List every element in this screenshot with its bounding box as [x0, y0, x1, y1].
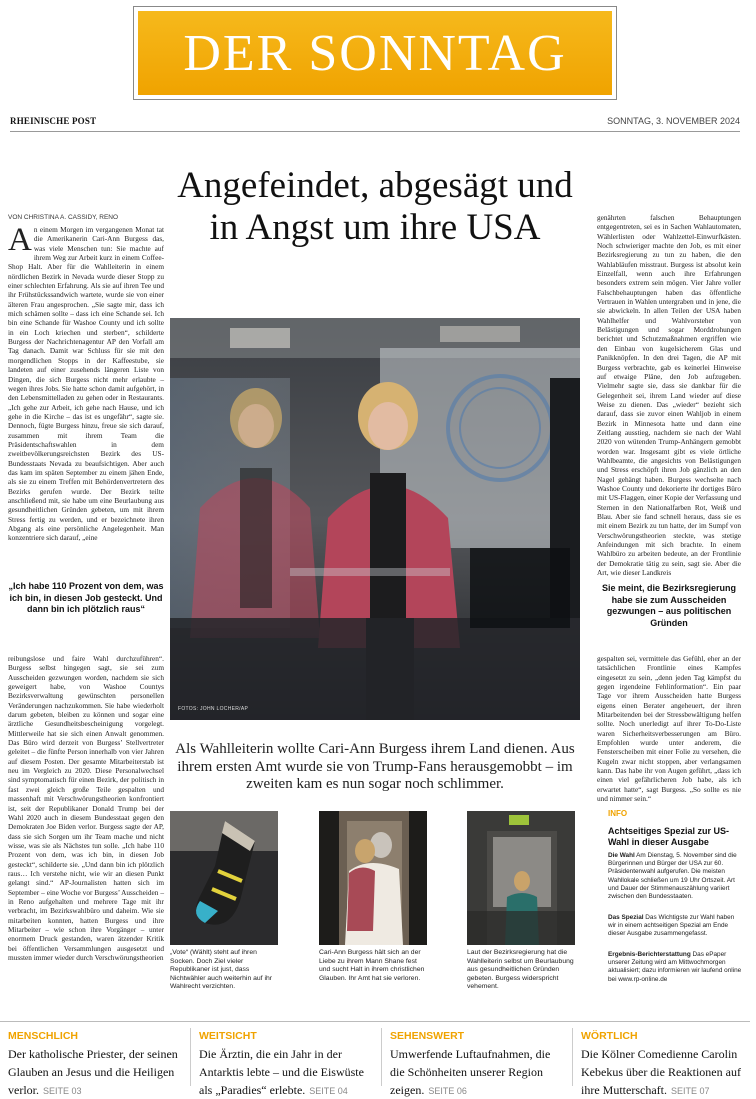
info-lead: Ergebnis-Berichterstattung	[608, 951, 691, 958]
info-lead: Das Spezial	[608, 914, 644, 921]
teaser-separator	[190, 1028, 191, 1086]
teaser-text: Umwerfende Luftaufnahmen, die die Schönheiten unserer Region zeigen.	[390, 1047, 551, 1097]
caption-couple: Cari-Ann Burgess hält sich an der Liebe zu ihrem Mann Shane fest und sucht Halt in ihrem christlichen Glauben. Ihr Amt hat sie verloren.	[319, 949, 425, 982]
caption-socks: „Vote“ (Wählt) steht auf ihren Socken. Doch Ziel vieler Republikaner ist just, dass Nichtwähler auch weiterhin auf ihr Wahlrecht verzichten.	[170, 949, 273, 991]
newspaper-title: DER SONNTAG	[183, 24, 567, 82]
teaser-text: Die Ärztin, die ein Jahr in der Antarktis lebte – und die Eiswüste als „Paradies“ erlebte.	[199, 1047, 364, 1097]
teaser-label: WEITSICHT	[199, 1030, 257, 1042]
footer-divider	[0, 1021, 750, 1022]
photo-office-door	[467, 811, 575, 945]
photo-vote-socks	[170, 811, 278, 945]
teaser-page: SEITE 06	[428, 1086, 467, 1096]
teaser-label: SEHENSWERT	[390, 1030, 465, 1042]
teaser-weitsicht[interactable]	[199, 1030, 374, 1099]
teaser-text: Die Kölner Comedienne Carolin Kebekus über die Reaktionen auf ihre Mutterschaft.	[581, 1047, 741, 1097]
teaser-page: SEITE 04	[309, 1086, 348, 1096]
article-headline: Angefeindet, abgesägt und in Angst um ihre USA	[177, 165, 573, 248]
main-photo	[170, 318, 580, 720]
teaser-woertlich[interactable]	[581, 1030, 756, 1099]
main-photo-illustration	[170, 318, 580, 720]
article-deck: Als Wahlleiterin wollte Cari-Ann Burgess ihrem Land dienen. Aus ihrem ersten Amt wurde sie von Trump-Fans herausgemobbt – im zweiten kam es nun sogar noch schlimmer.	[175, 741, 575, 792]
teaser-separator	[572, 1028, 573, 1086]
article-column-right-bottom	[597, 654, 741, 804]
article-text: genährten falschen Behauptungen entgegentreten, sei es in Sachen Wahlautomaten, Wählerlisten oder Wahlzettel-Einwurfkästen. Noch schwieriger machte den Job, es mit einer Bezirksregierung zu tun zu haben, die den Wahlabläufen misstraut. Burgess ist absolut kein Einzelfall, wenn auch ihre Erfahrungen besonders extrem sein mögen. Vier Jahre voller Falschbehauptungen haben das öffentliche Vertrauen in Wahlen untergraben und in jene, die sie abwickeln. In allen Teilen der USA haben Wahlhelfer und Wahlvorsteher von Belästigungen und sogar Morddrohungen berichtet und Schutzmaßnahmen ergriffen wie den Einbau von kugelsicherem Glas und Panikknöpfen. In den drei Tagen, die AP mit Burgess verbrachte, gab es keinerlei Hinweise auf etwaige Pläne, den Job aufzugeben. Vielmehr sagte sie, dass sie dankbar für die Gelegenheit sei, ihrem Land wieder auf diese Weise zu dienen. Das „wieder“ bezieht sich darauf, dass sie zuvor einen Wahljob in einem Bezirk in Minnesota hatte und dann eine Zeitlang ausstieg, nachdem sie nach der Wahl 2020 von wütenden Trump-Anhängern gemobbt worden war. Insgesamt gibt es viele örtliche Wahlbeamte, die angesichts von Belästigungen und Stress erschöpft ihren Job gänzlich an den Nagel gehängt haben. Burgess wechselte nach Washoe County und dekorierte ihr dortiges Büro mit US-Flaggen, einer Kopie der Verfassung und Sternen in den Nationalfarben Rot, Weiß und Blau. Aber sie fand schnell heraus, dass sie es mit einem Bezirk zu tun hatte, der im Sumpf von Verschwörungstheorien steckte, was stetige Anfeindungen mit sich brachte. In einem Wahlbüro zu arbeiten bedeute, an der Frontlinie der Demokratie tätig zu sein, sagt sie. Aber die Art, wie dieser Landkreis	[597, 213, 741, 578]
masthead-banner	[138, 11, 612, 95]
photo-couple-hug	[319, 811, 427, 945]
article-text: n einem Morgen im vergangenen Monat tat die Amerikanerin Cari-Ann Burgess das, was viele Menschen tun: Sie machte auf ihrem Weg zur Arbeit kurz in einem Coffee-Shop Halt. Aber für die Wahlleiterin in einem nördlichen Bezirk in Nevada wurde dieser Stopp zu einer schlechten Erfahrung. Als sie auf ihren Tee und ihr Frühstückssandwich wartete, wurde sie von einer älteren Frau angesprochen. „Sie sagte mir, dass ich mich schämen sollte – dass ich eine Schande sei. Ich bin eine Schande für Washoe County und ich sollte in ein Loch kriechen und sterben“, schilderte Burgess der Nachrichtenagentur AP den Vorfall am Tag danach. Damit war Schluss für sie mit den morgendlichen Stopps in der Kaffeestube, sie landeten auf einer zusehends längeren Liste von Dingen, die sich Burgess nicht mehr erlaubte – wegen ihres Jobs. Sie hatte schon damit aufgehört, in den Lebensmittelladen zu gehen oder in Restaurants. „Ich gehe zur Arbeit, ich gehe nach Hause, und ich gehe in die Kirche – das ist es ungefähr“, sagte sie. Dennoch, fügte Burgess hinzu, freue sie sich darauf, zusammen mit ihrem Team die Präsidentschaftswahlen in dem zweitbevölkerungsreichsten Bezirk des US-Bundesstaats Nevada zu beaufsichtigen. Aber auch das kam im späten September zu einem jähen Ende, als sie zu einem Treffen mit Behördenvertretern des Bezirks gerufen wurde. Der Bezirk teilte anschließend mit, sie habe um eine Beurlaubung aus gesundheitlichen Gründen gebeten, um mit ihrem Stress fertig zu werden, und er bezeichnete ihren Abgang als eine persönliche Angelegenheit. Man konzentriere sich darauf, „eine	[8, 225, 164, 543]
pull-quote-left: „Ich habe 110 Prozent von dem, was ich bin, in diesen Job gesteckt. Und dann bin ich plötzlich raus“	[8, 581, 164, 614]
teaser-menschlich[interactable]	[8, 1030, 183, 1099]
topline-divider	[10, 131, 740, 132]
teaser-page: SEITE 07	[670, 1086, 710, 1096]
info-headline: Achtseitiges Spezial zur US-Wahl in dieser Ausgabe	[608, 826, 730, 847]
couple-illustration	[319, 811, 427, 945]
photo-credit: FOTOS: JOHN LOCHER/AP	[178, 706, 249, 712]
dropcap: A	[8, 222, 32, 258]
article-text: gespalten sei, vermittele das Gefühl, eher an der tatsächlichen Frontlinie eines Kampfes eingesetzt zu sein, „denn jeden Tag kämpfst du gegen irgendeine Fehlinformation“. Ein paar Tage vor ihrem Ausscheiden hatte Burgess eigens einen Berater angeheuert, der ihren Mitarbeitenden bei der Stressbewältigung helfen sollte. Noch unerledigt auf ihrer To-Do-Liste waren Sicherheitsverbesserungen am Büro. Empfohlen wurde unter anderem, die Fensterscheiben mit einer Folie zu versehen, die Kugeln zwar nicht stoppen, aber verlangsamen kann. Das habe ihr von Augen geführt, „dass ich einen viel gefährlicheren Job habe, als ich erwartet hatte“, sagt Burgess. „So sollte es nie und nimmer sein.“	[597, 654, 741, 804]
teaser-separator	[381, 1028, 382, 1086]
socks-illustration	[170, 811, 278, 945]
info-paragraph-election	[608, 852, 742, 901]
caption-office: Laut der Bezirksregierung hat die Wahlleiterin selbst um Beurlaubung aus gesundheitlichen Gründen gebeten. Burgess widerspricht vehement.	[467, 949, 574, 991]
info-lead: Die Wahl	[608, 852, 635, 859]
teaser-page: SEITE 03	[43, 1086, 82, 1096]
info-body: Am Dienstag, 5. November sind die Bürgerinnen und Bürger der USA zur 60. Präsidentenwahl aufgerufen. Die meisten Wahllokale schließen um 19 Uhr Ortszeit. Art und Dauer der Stimmenauszählung variiert zwischen den Bundesstaaten.	[608, 852, 737, 901]
info-paragraph-special	[608, 914, 742, 939]
info-body: Das Wichtigste zur Wahl haben wir in einem achtseitigen Spezial am Ende dieser Ausgabe zusammengefasst.	[608, 914, 735, 938]
teaser-sehenswert[interactable]	[390, 1030, 565, 1099]
info-body: Das ePaper unserer Zeitung wird am Mittwochmorgen aktualisiert; dazu informieren wir laufend online bei www.rp-online.de	[608, 951, 742, 983]
article-byline: VON CHRISTINA A. CASSIDY, RENO	[8, 214, 119, 221]
office-illustration	[467, 811, 575, 945]
masthead	[133, 6, 617, 100]
info-label: INFO	[608, 809, 628, 818]
teaser-label: WÖRTLICH	[581, 1030, 638, 1042]
article-column-left-bottom	[8, 654, 164, 1024]
article-text: reibungslose und faire Wahl durchzuführen“. Burgess selbst hingegen sagt, sie sei zum Ausscheiden gezwungen worden, nachdem sie sich geweigert habe, von Washoe Countys Bezirksverwaltung gewünschten personellen Veränderungen nachzukommen. Sie habe wiederholt darum gebeten, bleiben zu können und sogar eine ärztliche Gesundheitsbescheinigung vorgelegt. Mittlerweile hat sie sich einen Anwalt genommen. Das Büro wird derzeit von Burgess’ Stellvertreter geleitet – die fünfte Person innerhalb von vier Jahren auf diesem Posten. Der gesamte Mitarbeiterstab ist neu im Vergleich zu 2020. Diese Personalwechsel sind symptomatisch für einen Bezirk, der politisch in fast zwei gleich große Teile gespalten und massenhaft mit Verschwörungstheorien konfrontiert ist, seit der Republikaner Donald Trump bei der Wahl 2020 auch in diesem Bundesstaat gegen den Demokraten Joe Biden verlor. Burgess sagte der AP, dass sie sich Sorgen um ihr Team mache und nicht wisse, was sie als Nächstes tun solle. „Ich habe 110 Prozent von dem, was ich bin, in diesen Job gesteckt“, schilderte sie. „Und dann bin ich plötzlich raus… Ich verstehe nicht, wie wir an diesen Punkt gelangt sind.“ AP-Journalisten hatten sich im September – eine Woche vor Burgess’ Ausscheiden – in Reno aufgehalten und mehrere Tage mit ihr verbracht, im Bezirkswahlbüro und daheim. Wie sie mitarbeiten konnten, hatten Burgess und ihre Mitarbeiter – wie schon ihre Vorgänger – unter enormem Druck gestanden, waren ätzender Kritik bei öffentlichen Versammlungen ausgesetzt und mussten immer wieder durch Verschwörungstheorien	[8, 654, 164, 962]
teaser-label: MENSCHLICH	[8, 1030, 78, 1042]
pull-quote-right: Sie meint, die Bezirksregierung habe sie zum Ausscheiden gezwungen – aus politischen Gründen	[601, 583, 737, 628]
topline	[10, 116, 740, 130]
publisher-logo: RHEINISCHE POST	[10, 116, 97, 126]
teaser-text: Der katholische Priester, der seinen Glauben an Jesus und die Heiligen verlor.	[8, 1047, 178, 1097]
info-paragraph-results	[608, 951, 742, 984]
article-column-right-top	[597, 213, 741, 578]
article-column-left-top	[8, 222, 164, 570]
issue-date: SONNTAG, 3. NOVEMBER 2024	[607, 116, 740, 126]
